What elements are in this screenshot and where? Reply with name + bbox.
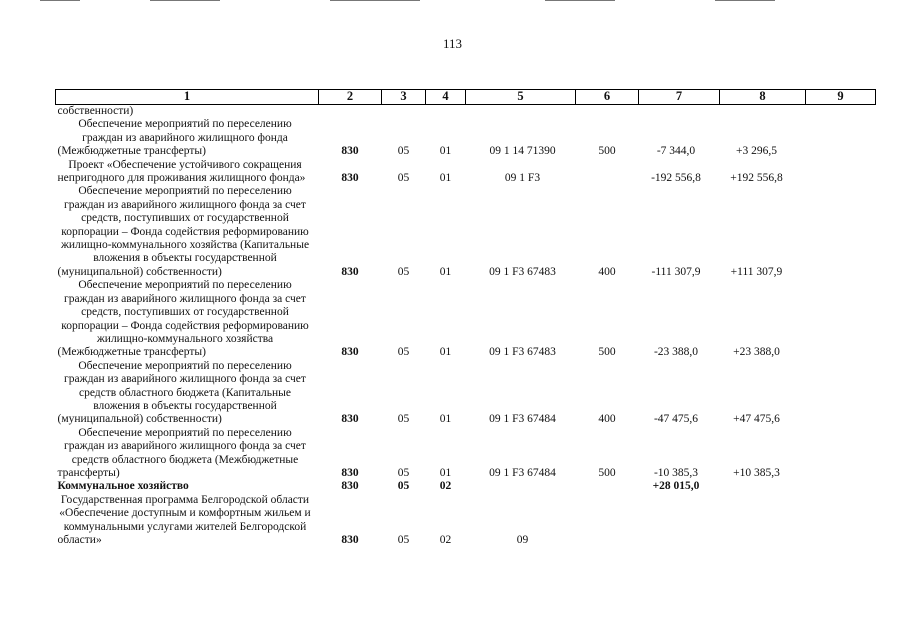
cell-name: Государственная программа Белгородской области «Обеспечение доступным и комфортным жильем и коммунальными услугами жителей Белгородской области» [57,493,311,546]
cell-section: 05 [397,413,410,426]
cell-target [466,480,576,493]
cell-expense-type: 400 [598,265,616,278]
cell-amount-3 [806,480,876,493]
col-header: 4 [426,90,466,105]
cell-amount-1: -111 307,9 [651,265,701,278]
table-row [56,279,876,359]
col-header: 7 [639,90,720,105]
cell-amount-2 [720,480,806,493]
table-row [56,105,876,119]
table-header-row [56,90,876,105]
col-header: 8 [720,90,806,105]
cell-name: Обеспечение мероприятий по переселению граждан из аварийного жилищного фонда за счет средств областного бюджета (Межбюджетные трансферты) [57,426,306,479]
cell-code: 830 [341,265,359,278]
scan-edge-line [715,0,775,1]
table-row [56,185,876,279]
budget-table [55,89,876,547]
cell-amount-2: +47 475,6 [733,413,780,426]
cell-subsection: 01 [439,346,452,359]
cell-amount-2: +111 307,9 [730,265,783,278]
cell-target: 09 1 F3 [504,172,541,185]
scan-edge-line [545,0,615,1]
cell-expense-type [576,480,639,493]
cell-subsection: 01 [439,172,452,185]
cell-expense-type [576,494,639,548]
cell-code: 830 [341,346,359,359]
cell-amount-1: +28 015,0 [652,480,700,493]
cell-name: Проект «Обеспечение устойчивого сокращения непригодного для проживания жилищного фонда» [57,158,306,185]
cell-subsection: 01 [439,466,452,479]
cell-subsection: 02 [439,534,452,546]
col-header: 5 [466,90,576,105]
cell-amount-2: +192 556,8 [730,172,783,185]
cell-code: 830 [341,145,359,158]
cell-section: 05 [397,534,410,546]
table-row [56,494,876,548]
cell-name: Обеспечение мероприятий по переселению граждан из аварийного жилищного фонда за счет средств, поступивших от государственной корпорации – Фонда содействия реформированию жилищно-коммунального хозяйства (Межбюджетные трансферты) [57,279,309,359]
col-header: 3 [382,90,426,105]
scan-edge-line [40,0,80,1]
cell-amount-2: +3 296,5 [736,145,777,158]
cell-target: 09 1 F3 67484 [489,413,556,426]
cell-amount-2: +10 385,3 [733,466,780,479]
cell-amount-1 [639,105,720,119]
cell-amount-2: +23 388,0 [733,346,780,359]
cell-section [382,105,426,119]
cell-code: 830 [341,534,359,546]
cell-code: 830 [341,466,359,479]
table-row [56,480,876,493]
cell-target [466,105,576,119]
cell-name: Обеспечение мероприятий по переселению граждан из аварийного жилищного фонда за счет средств областного бюджета (Капитальные вложения в объекты государственной (муниципальной) собственности) [57,359,306,426]
cell-name: Обеспечение мероприятий по переселению граждан из аварийного жилищного фонда за счет средств, поступивших от государственной корпорации – Фонда содействия реформированию жилищно-коммунального хозяйства (Капитальные вложения в объекты государственной (муниципальной) собственности) [57,185,310,278]
cell-amount-3 [806,360,876,427]
scan-edge-line [330,0,420,1]
cell-expense-type: 500 [598,346,616,359]
scan-edge-line [150,0,220,1]
cell-target: 09 1 14 71390 [489,145,556,158]
cell-subsection: 01 [439,413,452,426]
cell-section: 05 [397,145,410,158]
col-header: 2 [319,90,382,105]
cell-target: 09 1 F3 67483 [489,265,556,278]
cell-target: 09 1 F3 67484 [489,466,556,479]
cell-expense-type: 400 [598,413,616,426]
cell-target: 09 [516,534,529,546]
cell-amount-3 [806,185,876,279]
col-header: 9 [806,90,876,105]
table-row [56,118,876,158]
cell-amount-3 [806,427,876,481]
table-row [56,360,876,427]
cell-expense-type [576,159,639,186]
cell-amount-3 [806,118,876,158]
cell-amount-2 [720,494,806,548]
cell-target: 09 1 F3 67483 [489,346,556,359]
cell-amount-1: -192 556,8 [651,172,701,185]
cell-expense-type: 500 [598,145,616,158]
col-header: 1 [56,90,319,105]
cell-subsection [426,105,466,119]
cell-name: собственности) [57,105,134,117]
col-header: 6 [576,90,639,105]
cell-name: Коммунальное хозяйство [57,480,189,493]
cell-amount-2 [720,105,806,119]
table-row [56,427,876,481]
cell-amount-1 [639,494,720,548]
cell-section: 05 [397,265,410,278]
cell-expense-type [576,105,639,119]
cell-amount-1: -7 344,0 [656,145,696,158]
cell-subsection: 01 [439,145,452,158]
page-number: 113 [442,36,463,51]
cell-amount-3 [806,494,876,548]
cell-amount-1: -23 388,0 [653,346,699,359]
cell-code: 830 [341,480,359,493]
cell-code [319,105,382,119]
cell-subsection: 02 [439,480,452,493]
cell-section: 05 [397,346,410,359]
cell-subsection: 01 [439,265,452,278]
cell-section: 05 [397,466,410,479]
cell-section: 05 [397,172,410,185]
cell-code: 830 [341,413,359,426]
cell-name: Обеспечение мероприятий по переселению граждан из аварийного жилищного фонда (Межбюджетные трансферты) [57,118,292,158]
cell-expense-type: 500 [598,466,616,479]
cell-code: 830 [341,172,359,185]
cell-amount-3 [806,105,876,119]
cell-amount-1: -47 475,6 [653,413,699,426]
cell-amount-3 [806,279,876,359]
cell-amount-1: -10 385,3 [653,466,699,479]
cell-amount-3 [806,159,876,186]
cell-section: 05 [397,480,410,493]
table-row [56,159,876,186]
